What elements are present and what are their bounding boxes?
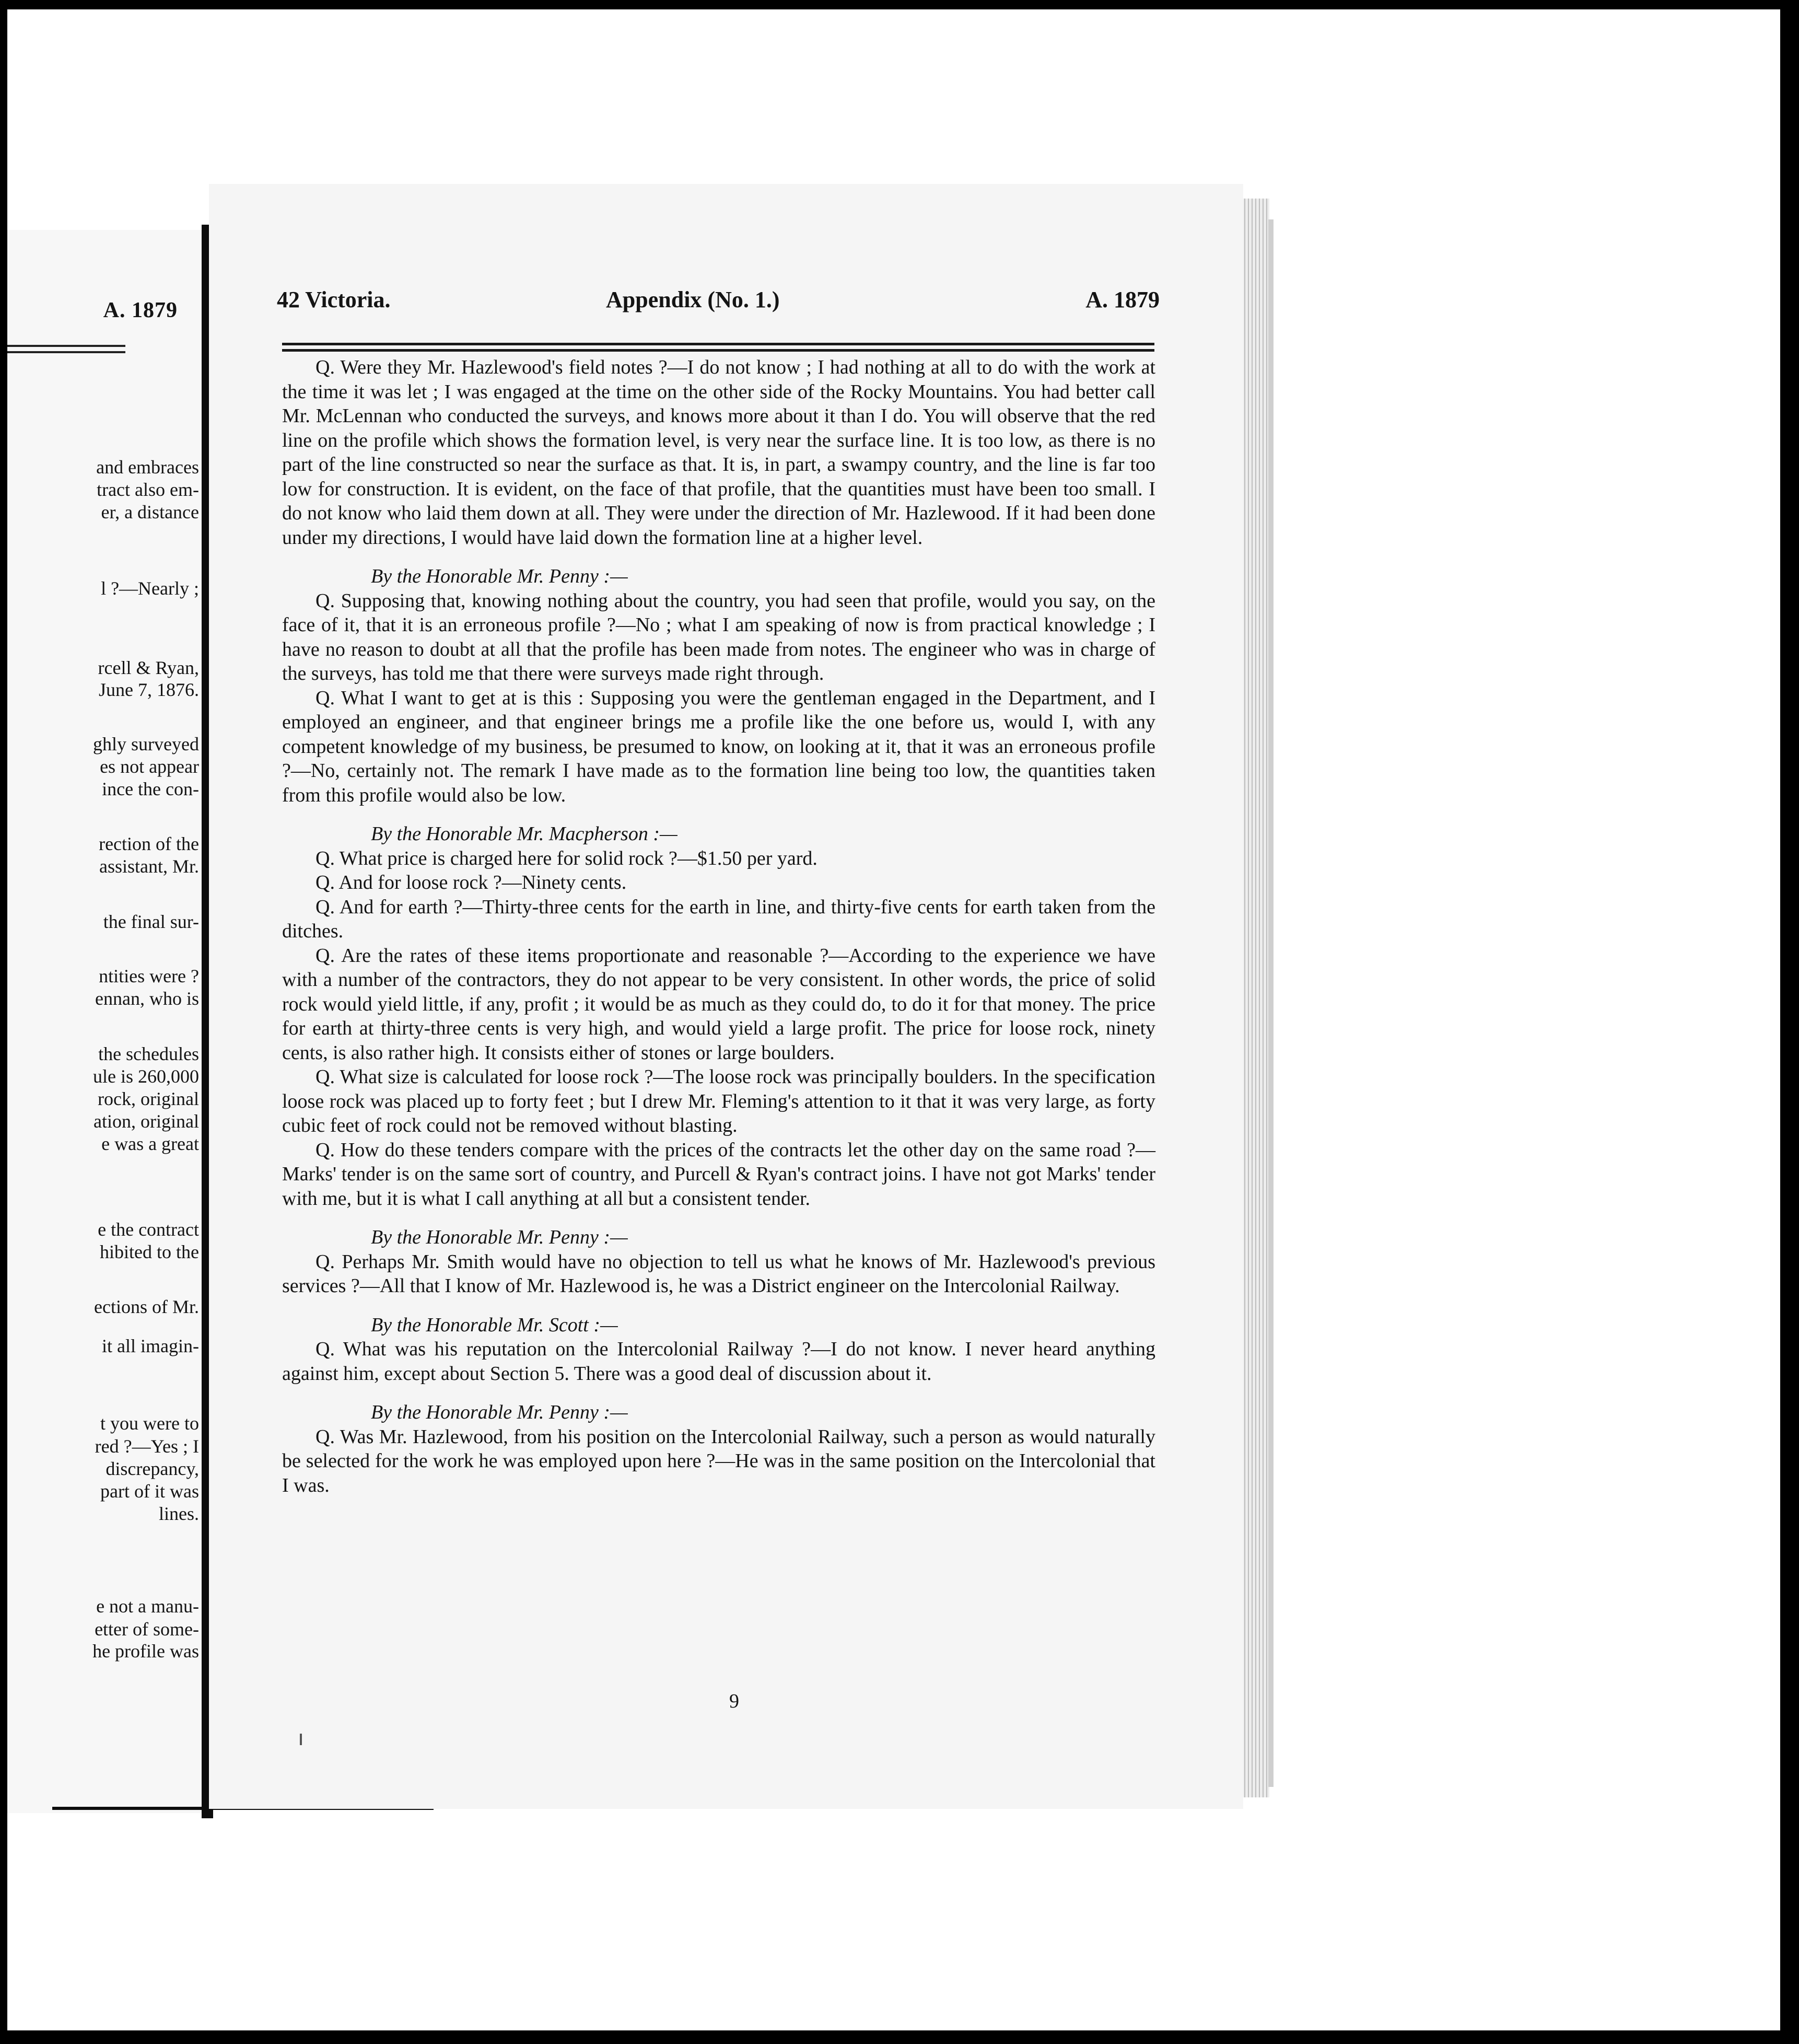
- header-rule: [282, 349, 1154, 352]
- testimony-paragraph: Q. And for earth ?—Thirty-three cents for the earth in line, and thirty-five cents for earth taken from the ditches.: [282, 896, 1155, 942]
- header-rule: [282, 343, 1154, 345]
- testimony-paragraph: Q. What price is charged here for solid rock ?—$1.50 per yard.: [316, 847, 817, 869]
- facing-page-line: l ?—Nearly ;: [101, 578, 199, 599]
- page-number: 9: [729, 1690, 739, 1712]
- speaker-heading: By the Honorable Mr. Macpherson :—: [371, 823, 677, 845]
- facing-page-line: assistant, Mr.: [99, 856, 199, 877]
- facing-page-line: tract also em-: [97, 479, 199, 500]
- facing-page-line: lines.: [159, 1503, 199, 1524]
- facing-page-text: [7, 230, 203, 1813]
- facing-page-line: e the contract: [98, 1219, 199, 1240]
- facing-page-line: rection of the: [99, 833, 199, 854]
- header-year: A. 1879: [1085, 287, 1160, 312]
- facing-page-line: es not appear: [100, 756, 199, 777]
- testimony-paragraph: Q. What size is calculated for loose rock ?—The loose rock was principally boulders. In the specification loose rock was placed up to forty feet ; but I drew Mr. Fleming's attention to it that it was very large, as forty cubic feet of rock could not be removed without blasting.: [282, 1066, 1155, 1136]
- facing-page-line: June 7, 1876.: [99, 679, 199, 700]
- facing-page-line: e was a great: [101, 1133, 199, 1154]
- facing-page-line: etter of some-: [95, 1619, 199, 1640]
- facing-page-line: ennan, who is: [95, 988, 199, 1009]
- page-stack-edge: [1268, 219, 1274, 1787]
- testimony-paragraph: Q. And for loose rock ?—Ninety cents.: [316, 872, 627, 893]
- header-session: 42 Victoria.: [277, 287, 391, 312]
- testimony-paragraph: Q. Was Mr. Hazlewood, from his position on the Intercolonial Railway, such a person as would naturally be selected for the work he was employed upon here ?—He was in the same position on the Intercolonial that I was.: [282, 1425, 1155, 1496]
- page-body: [282, 355, 1155, 1497]
- facing-page-line: ghly surveyed: [93, 734, 199, 754]
- speaker-heading: By the Honorable Mr. Scott :—: [371, 1314, 618, 1336]
- facing-page-line: ation, original: [94, 1111, 199, 1132]
- facing-page-rule: [0, 351, 125, 353]
- facing-page-line: he profile was: [92, 1641, 199, 1662]
- scan-mark: [300, 1734, 302, 1745]
- facing-page-line: ntities were ?: [99, 966, 199, 986]
- facing-page-line: e not a manu-: [96, 1596, 199, 1617]
- facing-page-rule: [0, 345, 125, 347]
- speaker-heading: By the Honorable Mr. Penny :—: [371, 1401, 628, 1423]
- testimony-paragraph: Q. Were they Mr. Hazlewood's field notes ?—I do not know ; I had nothing at all to do with the work at the time it was let ; I was engaged at the time on the other side of the Rocky Mountains. You had better call Mr. McLennan who conducted the surveys, and knows more about it than I do. You will observe that the red line on the profile which shows the formation level, is very near the surface line. It is too low, as there is no part of the line constructed so near the surface as that. It is, in part, a swampy country, and the line is far too low for construction. It is evident, on the face of that profile, that the quantities must have been too small. I do not know who laid them down at all. They were under the direction of Mr. Hazlewood. If it had been done under my directions, I would have laid down the formation line at a higher level.: [282, 356, 1155, 549]
- facing-page-line: the schedules: [98, 1043, 199, 1064]
- facing-page-line: rock, original: [98, 1088, 199, 1109]
- facing-page-line: discrepancy,: [106, 1458, 199, 1479]
- speaker-heading: By the Honorable Mr. Penny :—: [371, 565, 628, 587]
- facing-page-line: ule is 260,000: [93, 1066, 199, 1087]
- testimony-paragraph: Q. Perhaps Mr. Smith would have no objection to tell us what he knows of Mr. Hazlewood's previous services ?—All that I know of Mr. Hazlewood is, he was a District engineer on the Intercolonial Railway.: [282, 1250, 1155, 1297]
- facing-page-line: er, a distance: [101, 502, 199, 522]
- testimony-paragraph: Q. How do these tenders compare with the prices of the contracts let the other day on the same road ?—Marks' tender is on the same sort of country, and Purcell & Ryan's contract joins. I have not got Marks' tender with me, but it is what I call anything at all but a consistent tender.: [282, 1139, 1155, 1210]
- facing-page-line: it all imagin-: [102, 1335, 199, 1356]
- facing-page-line: the final sur-: [103, 911, 199, 932]
- facing-page-line: rcell & Ryan,: [98, 657, 199, 678]
- testimony-paragraph: Q. Are the rates of these items proportionate and reasonable ?—According to the experience we have with a number of the contractors, they do not appear to be very consistent. In other words, the price of solid rock would yield little, if any, profit ; it would be as much as they could do, to do it for that money. The price for earth at thirty-three cents is very high, and would yield a large profit. The price for loose rock, ninety cents, is also rather high. It consists either of stones or large boulders.: [282, 944, 1155, 1064]
- header-title: Appendix (No. 1.): [606, 287, 780, 312]
- speaker-heading: By the Honorable Mr. Penny :—: [371, 1226, 628, 1248]
- facing-page-header: A. 1879: [103, 298, 178, 322]
- facing-page-line: ince the con-: [102, 779, 199, 799]
- testimony-paragraph: Q. What was his reputation on the Intercolonial Railway ?—I do not know. I never heard anything against him, except about Section 5. There was a good deal of discussion about it.: [282, 1338, 1155, 1385]
- testimony-paragraph: Q. Supposing that, knowing nothing about the country, you had seen that profile, would you say, on the face of it, that it is an erroneous profile ?—No ; what I am speaking of now is from practical knowledge ; I have no reason to doubt at all that the profile has been made from notes. The engineer who was in charge of the surveys, has told me that there were surveys made right through.: [282, 589, 1155, 684]
- facing-page-line: red ?—Yes ; I: [95, 1436, 199, 1457]
- running-header: [277, 286, 1160, 318]
- facing-page-line: hibited to the: [100, 1241, 199, 1262]
- facing-page-line: ections of Mr.: [94, 1296, 199, 1317]
- facing-page-line: and embraces: [96, 457, 199, 478]
- testimony-paragraph: Q. What I want to get at is this : Supposing you were the gentleman engaged in the Department, and I employed an engineer, and that engineer brings me a profile like the one before us, would I, with any competent knowledge of my business, be presumed to know, on looking at it, that it was an erroneous profile ?—No, certainly not. The remark I have made as to the formation line being too low, the quantities taken from this profile would also be low.: [282, 687, 1155, 806]
- facing-page-line: part of it was: [100, 1481, 199, 1502]
- facing-page-line: t you were to: [100, 1413, 199, 1434]
- facing-page: [7, 230, 206, 1813]
